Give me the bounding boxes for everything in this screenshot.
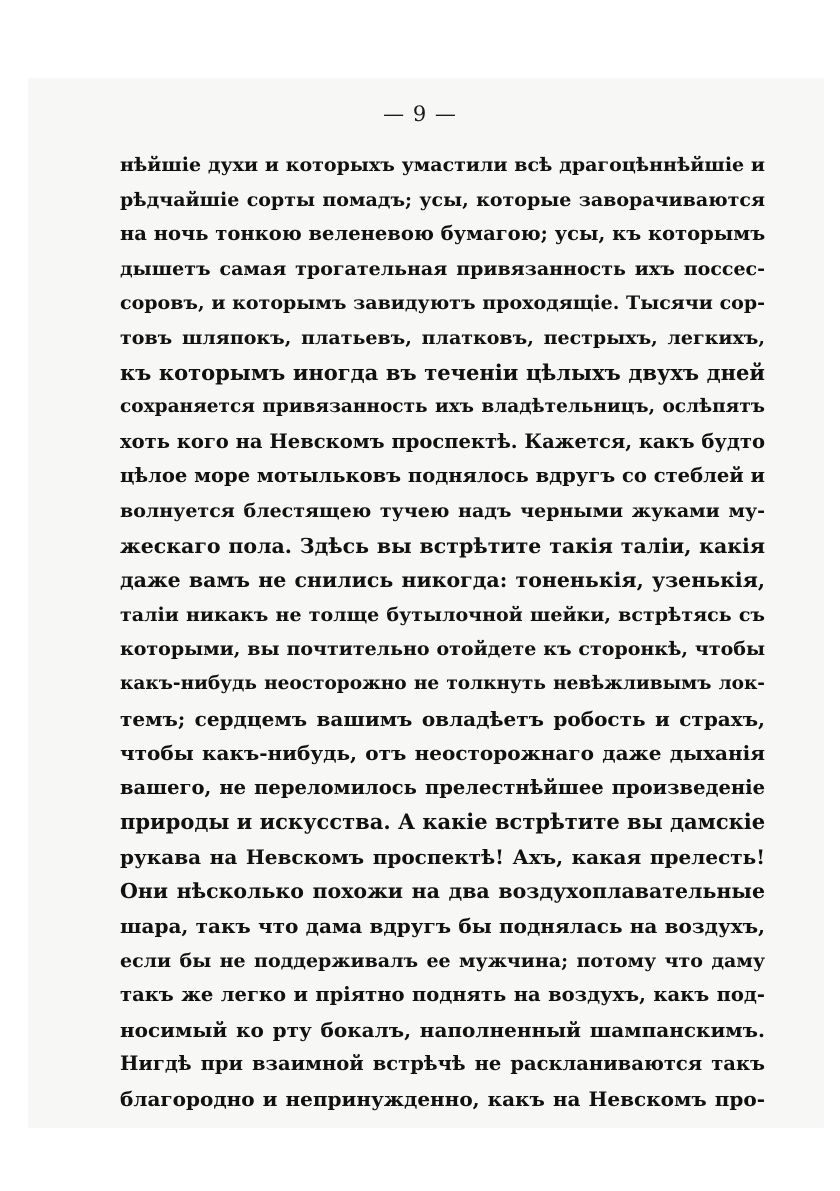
- text-line: къ которымъ иногда въ теченіи цѣлыхъ двухъ дней: [120, 359, 765, 385]
- text-line: таліи никакъ не толще бутылочной шейки, встрѣтясь съ: [120, 603, 765, 626]
- text-line: нѣйшіе духи и которыхъ умастили всѣ драгоцѣннѣйшіе и: [120, 154, 765, 176]
- text-line: темъ; сердцемъ вашимъ овладѣетъ робость и страхъ,: [120, 706, 765, 731]
- text-line: вашего, не переломилось прелестнѣйшее произведеніе: [120, 775, 765, 799]
- text-line: такъ же легко и пріятно поднять на воздухъ, какъ под-: [120, 983, 765, 1007]
- text-line: дышетъ самая трогательная привязанность ихъ поссес-: [120, 257, 765, 280]
- text-line: хоть кого на Невскомъ проспектѣ. Кажется, какъ будто: [120, 429, 765, 453]
- text-line: товъ шляпокъ, платьевъ, платковъ, пестрыхъ, легкихъ,: [120, 326, 765, 349]
- text-line: сохраняется привязанность ихъ владѣтельницъ, ослѣпятъ: [120, 396, 765, 418]
- text-line: рѣдчайшіе сорты помадъ; усы, которые заворачиваются: [120, 188, 765, 211]
- text-line: Нигдѣ при взаимной встрѣчѣ не раскланиваются такъ: [120, 1052, 765, 1076]
- text-line: волнуется блестящею тучею надъ черными жуками му-: [120, 499, 765, 522]
- text-line: природы и искусства. А какіе встрѣтите вы дамскіе: [120, 809, 766, 835]
- text-line: которыми, вы почтительно отойдете къ сторонкѣ, чтобы: [120, 638, 765, 661]
- text-line: на ночь тонкою веленевою бумагою; усы, къ которымъ: [120, 222, 766, 246]
- body-text: [120, 148, 765, 1117]
- text-line: жескаго пола. Здѣсь вы встрѣтите такія таліи, какія: [120, 533, 765, 558]
- text-line: цѣлое море мотыльковъ поднялось вдругъ со стеблей и: [120, 464, 765, 488]
- text-line: если бы не поддерживалъ ее мужчина; потому что даму: [120, 949, 765, 972]
- text-line: какъ-нибудь неосторожно не толкнуть невѣжливымъ лок-: [120, 672, 765, 694]
- text-line: чтобы какъ-нибудь, отъ неосторожнаго даже дыханія: [120, 741, 765, 766]
- text-line: даже вамъ не снились никогда: тоненькія, узенькія,: [120, 568, 765, 593]
- text-line: благородно и непринужденно, какъ на Невскомъ про-: [120, 1087, 765, 1112]
- page-number: — 9 —: [383, 102, 457, 126]
- text-line: носимый ко рту бокалъ, наполненный шампанскимъ.: [120, 1017, 765, 1042]
- text-line: Они нѣсколько похожи на два воздухоплавательные: [120, 879, 765, 904]
- text-line: соровъ, и которымъ завидуютъ проходящіе. Тысячи сор-: [120, 292, 765, 315]
- text-line: шара, такъ что дама вдругъ бы поднялась на воздухъ,: [120, 914, 765, 939]
- text-line: рукава на Невскомъ проспектѣ! Ахъ, какая прелесть!: [120, 844, 765, 869]
